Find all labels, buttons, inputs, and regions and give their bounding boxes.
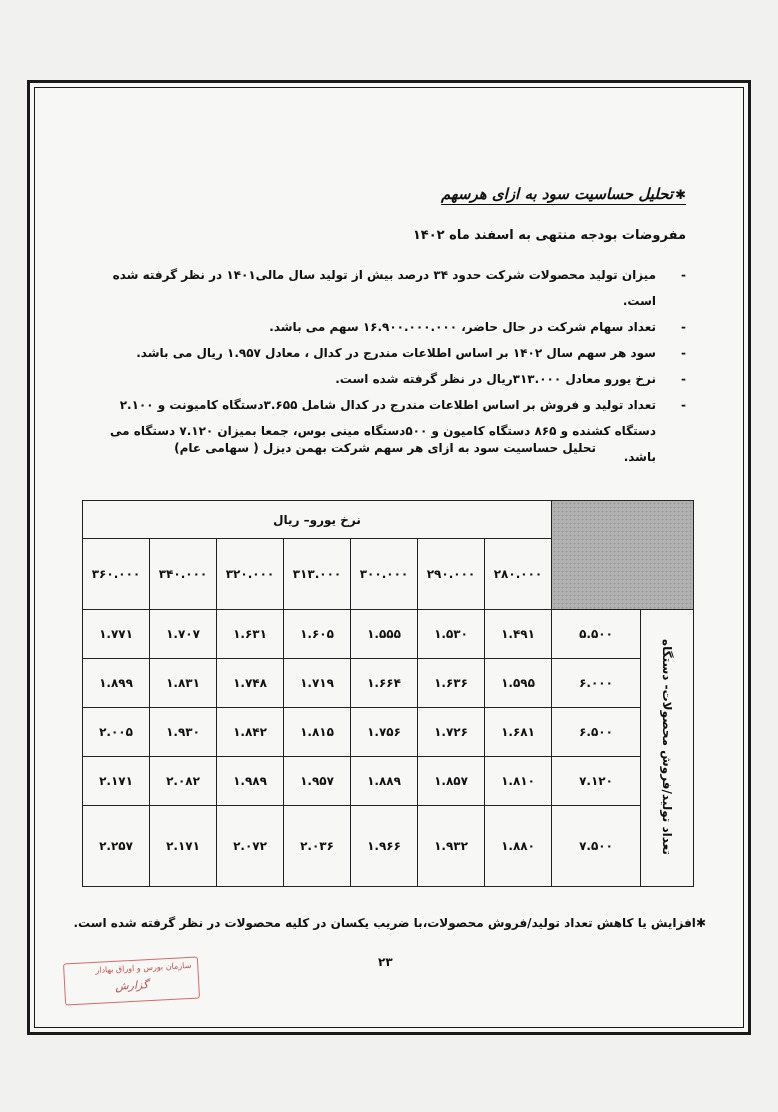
- row-header: ۷.۵۰۰: [552, 806, 641, 887]
- assumptions-list: [96, 262, 686, 470]
- column-header: ۲۸۰.۰۰۰: [485, 539, 552, 610]
- row-group-label: تعداد تولید/فروش محصولات- دستگاه: [660, 638, 674, 855]
- list-item: - میزان تولید محصولات شرکت حدود ۳۴ درصد بیش از تولید سال مالی۱۴۰۱ در نظر گرفته شده است.: [112, 268, 686, 308]
- corner-cell: [552, 501, 694, 610]
- column-header: ۳۰۰.۰۰۰: [351, 539, 418, 610]
- list-item: - تعداد تولید و فروش بر اساس اطلاعات مندرج در کدال شامل ۳.۶۵۵دستگاه کامیونت و ۲.۱۰۰ دستگاه کشنده و ۸۶۵ دستگاه کامیون و ۵۰۰دستگاه مینی بوس، جمعا بمیزان ۷.۱۲۰ دستگاه می باشد.: [110, 398, 686, 464]
- page-number: ۲۳: [378, 955, 393, 969]
- footnote: ✱افزایش یا کاهش تعداد تولید/فروش محصولات،با ضریب یکسان در کلیه محصولات در نظر گرفته شده است.: [73, 916, 706, 930]
- column-header: ۲۹۰.۰۰۰: [418, 539, 485, 610]
- asterisk-icon: ✱: [695, 916, 706, 930]
- column-header: ۳۲۰.۰۰۰: [217, 539, 284, 610]
- list-item: - سود هر سهم سال ۱۴۰۲ بر اساس اطلاعات مندرج در کدال ، معادل ۱.۹۵۷ ریال می باشد.: [136, 346, 686, 360]
- row-header: ۶.۵۰۰: [552, 708, 641, 757]
- column-header: ۳۱۳.۰۰۰: [284, 539, 351, 610]
- row-header: ۵.۵۰۰: [552, 610, 641, 659]
- sensitivity-table: [82, 500, 694, 887]
- table-row: ۲.۰۰۵ ۱.۹۳۰ ۱.۸۴۲ ۱.۸۱۵ ۱.۷۵۶ ۱.۷۲۶ ۱.۶۸۱ ۶.۵۰۰: [83, 708, 694, 757]
- row-header: ۶.۰۰۰: [552, 659, 641, 708]
- table-row: ۲.۲۵۷ ۲.۱۷۱ ۲.۰۷۲ ۲.۰۳۶ ۱.۹۶۶ ۱.۹۳۲ ۱.۸۸۰ ۷.۵۰۰: [83, 806, 694, 887]
- asterisk-icon: ✱: [675, 188, 686, 203]
- col-group-label: نرخ یورو– ریال: [83, 501, 552, 539]
- stamp: سازمان بورس و اوراق بهادار گزارش: [63, 956, 200, 1005]
- section-title: ✱تحلیل حساسیت سود به ازای هرسهم: [441, 185, 686, 203]
- list-item: - نرخ یورو معادل ۳۱۳.۰۰۰ریال در نظر گرفته شده است.: [335, 372, 686, 386]
- table-title: تحلیل حساسیت سود به ازای هر سهم شرکت بهمن دیزل ( سهامی عام): [174, 441, 596, 455]
- table-row: ۱.۸۹۹ ۱.۸۳۱ ۱.۷۴۸ ۱.۷۱۹ ۱.۶۶۴ ۱.۶۳۶ ۱.۵۹۵ ۶.۰۰۰: [83, 659, 694, 708]
- row-group-label-cell: [641, 610, 694, 887]
- column-header: ۳۶۰.۰۰۰: [83, 539, 150, 610]
- assumptions-heading: مفروضات بودجه منتهی به اسفند ماه ۱۴۰۲: [412, 228, 686, 243]
- row-header: ۷.۱۲۰: [552, 757, 641, 806]
- column-header: ۳۴۰.۰۰۰: [150, 539, 217, 610]
- table-row: ۲.۱۷۱ ۲.۰۸۲ ۱.۹۸۹ ۱.۹۵۷ ۱.۸۸۹ ۱.۸۵۷ ۱.۸۱۰ ۷.۱۲۰: [83, 757, 694, 806]
- table-row: ۱.۷۷۱ ۱.۷۰۷ ۱.۶۳۱ ۱.۶۰۵ ۱.۵۵۵ ۱.۵۳۰ ۱.۴۹۱ ۵.۵۰۰ تعداد تولید/فروش محصولات- دستگاه: [83, 610, 694, 659]
- list-item: - تعداد سهام شرکت در حال حاضر، ۱۶.۹۰۰.۰۰۰.۰۰۰ سهم می باشد.: [269, 320, 686, 334]
